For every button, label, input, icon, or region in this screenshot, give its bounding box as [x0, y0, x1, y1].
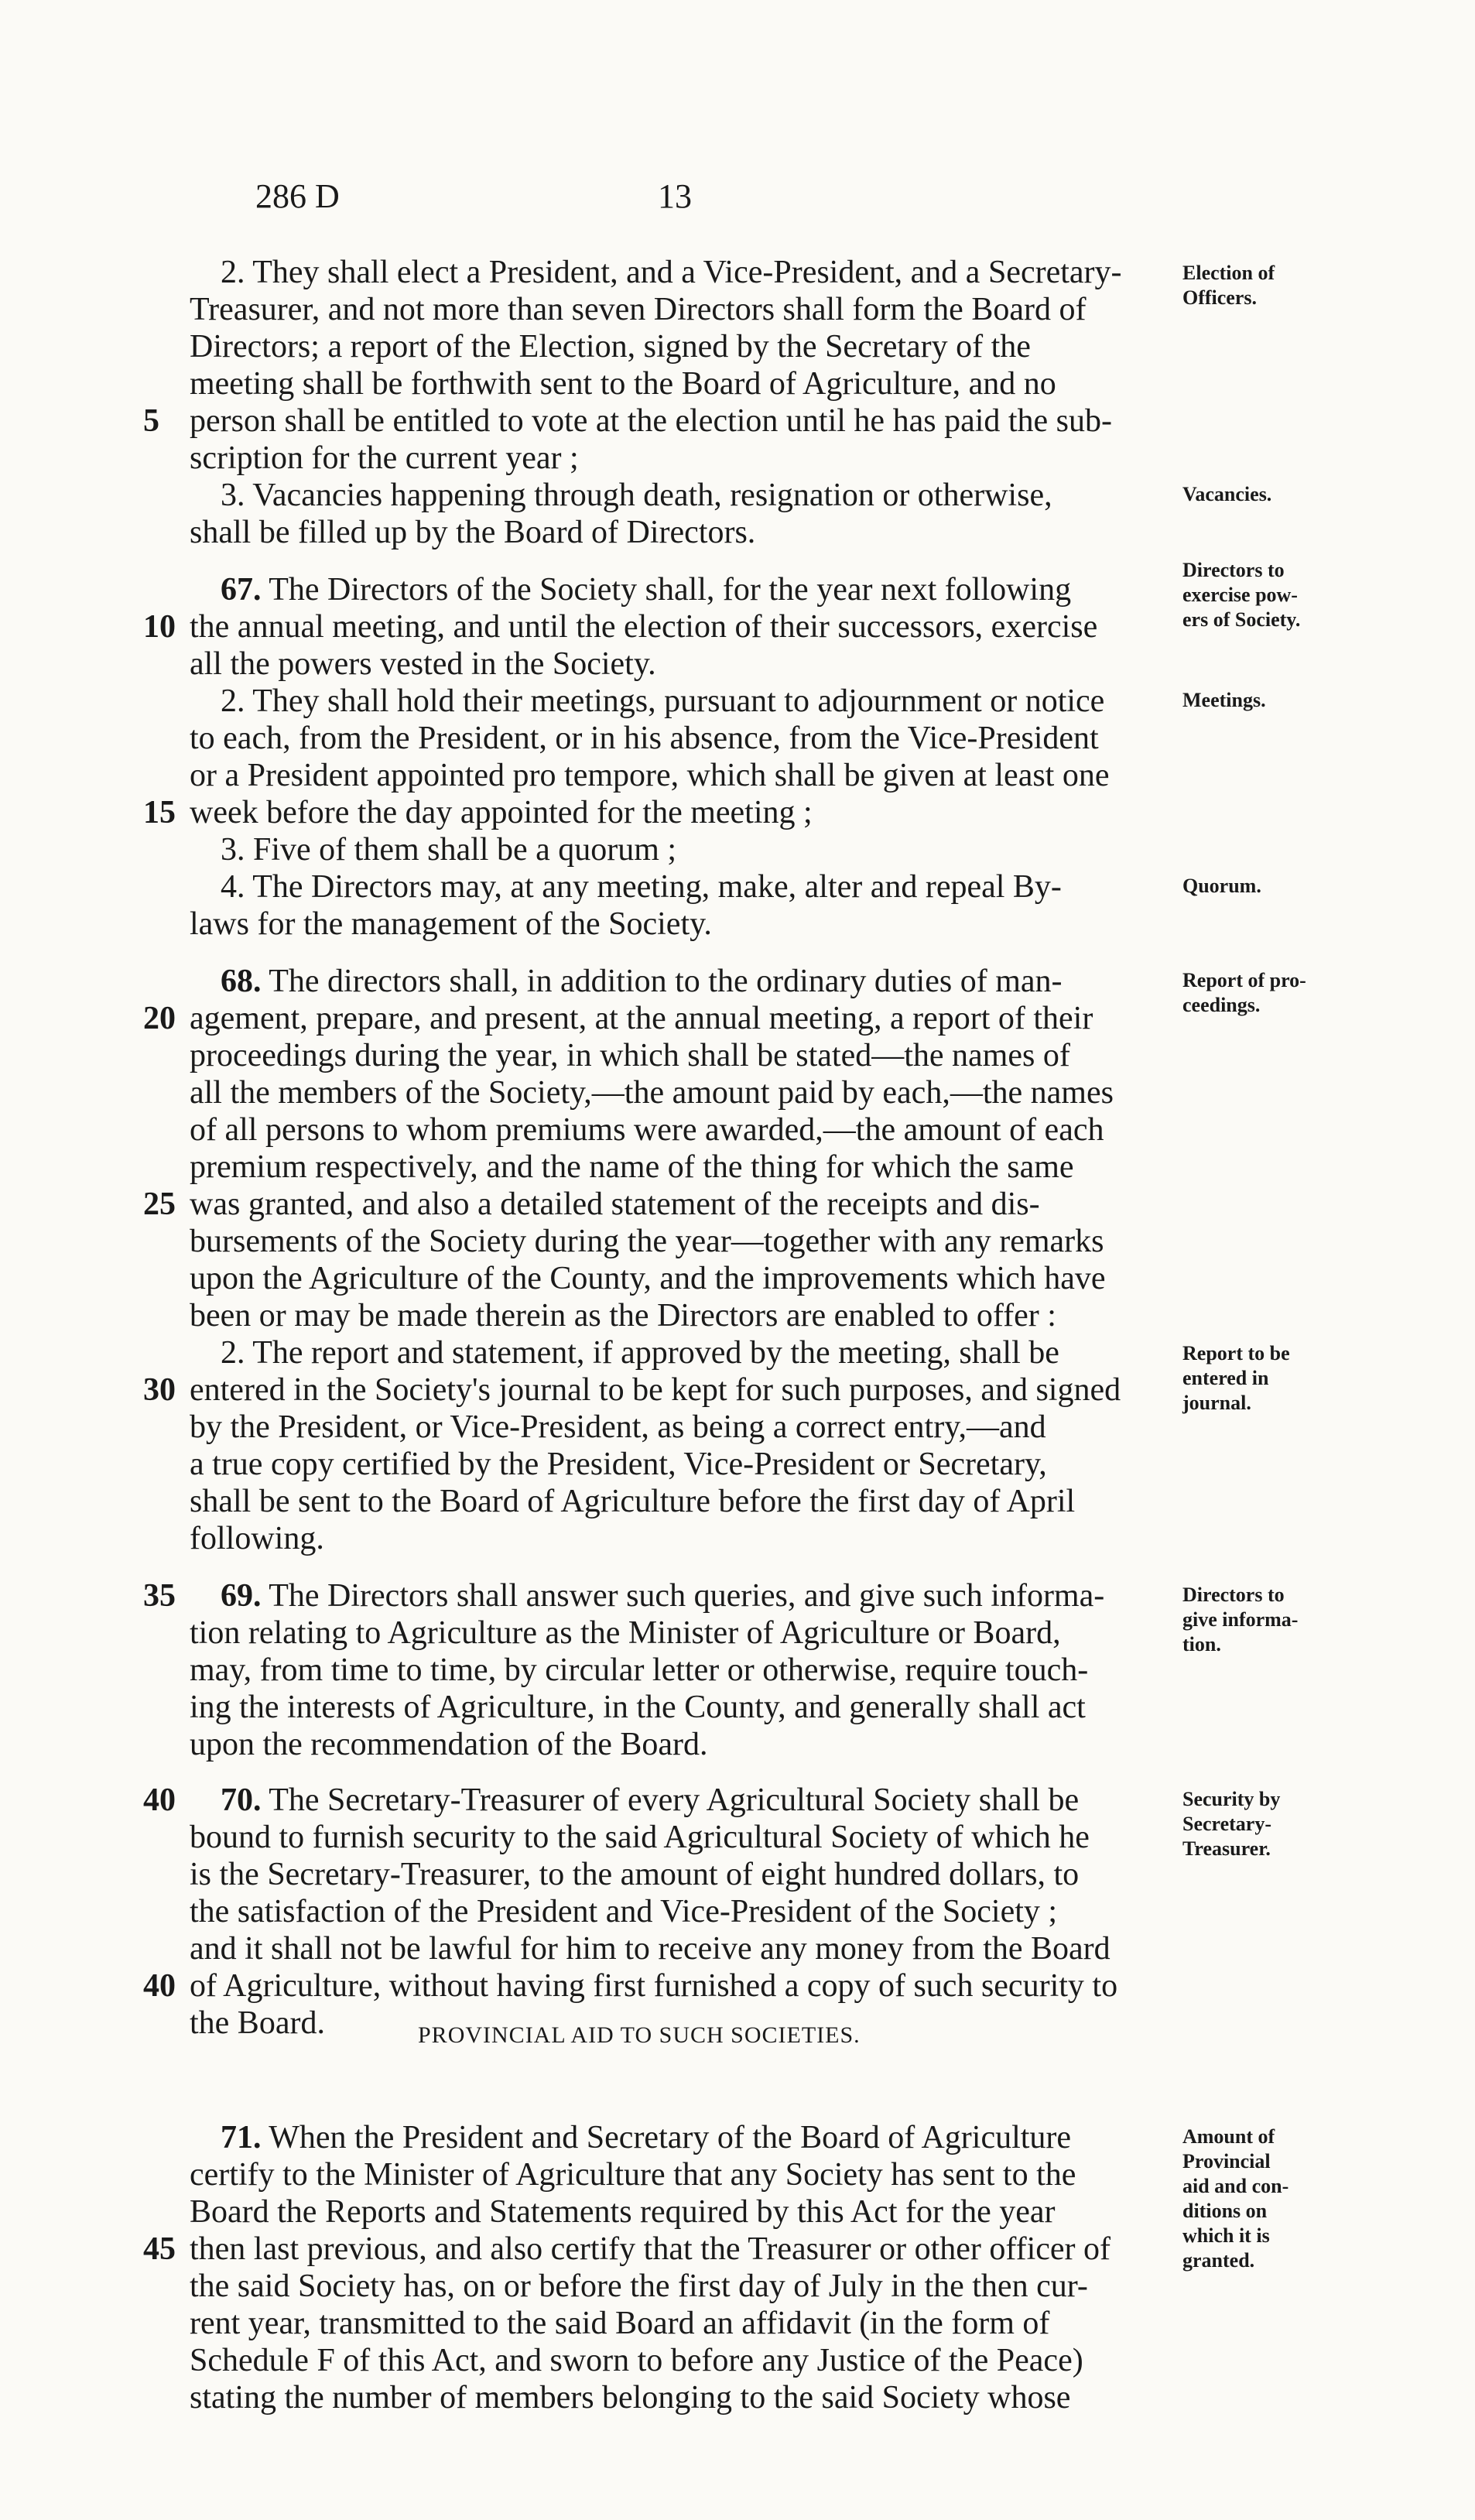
- margin-note: ers of Society.: [1182, 608, 1301, 631]
- body-line: been or may be made therein as the Directors are enabled to offer :: [190, 1298, 1056, 1334]
- margin-note: Secretary-: [1182, 1813, 1272, 1835]
- body-line: week before the day appointed for the meeting ;: [190, 795, 813, 830]
- line-number: 5: [143, 403, 159, 439]
- body-line: the satisfaction of the President and Vice-President of the Society ;: [190, 1894, 1058, 1929]
- section-number: 68.: [221, 964, 262, 999]
- body-line: all the powers vested in the Society.: [190, 646, 656, 682]
- line-number: 35: [143, 1578, 176, 1614]
- body-line: proceedings during the year, in which shall be stated—the names of: [190, 1038, 1070, 1073]
- body-line: and it shall not be lawful for him to receive any money from the Board: [190, 1931, 1111, 1967]
- body-line: to each, from the President, or in his absence, from the Vice-President: [190, 721, 1099, 756]
- body-line: entered in the Society's journal to be kept for such purposes, and signed: [190, 1372, 1121, 1408]
- margin-note: Vacancies.: [1182, 483, 1272, 505]
- body-line: then last previous, and also certify that the Treasurer or other officer of: [190, 2231, 1111, 2267]
- section-text: The Directors shall answer such queries, and give such informa-: [269, 1578, 1105, 1614]
- body-line: the said Society has, on or before the first day of July in the then cur-: [190, 2268, 1088, 2304]
- body-line: 3. Five of them shall be a quorum ;: [221, 832, 677, 868]
- margin-note: ditions on: [1182, 2200, 1268, 2222]
- section-number: 67.: [221, 572, 262, 608]
- section-number: 69.: [221, 1578, 262, 1614]
- margin-note: aid and con-: [1182, 2175, 1289, 2197]
- section-line: [221, 571, 1071, 608]
- body-line: shall be filled up by the Board of Directors.: [190, 515, 756, 550]
- margin-note: journal.: [1182, 1392, 1251, 1414]
- body-line: 2. They shall hold their meetings, pursuant to adjournment or notice: [221, 683, 1105, 719]
- body-line: 3. Vacancies happening through death, resignation or otherwise,: [221, 478, 1052, 513]
- section-text: The Secretary-Treasurer of every Agricultural Society shall be: [269, 1782, 1080, 1818]
- margin-note: Treasurer.: [1182, 1837, 1271, 1860]
- body-line: bound to furnish security to the said Agricultural Society of which he: [190, 1820, 1090, 1855]
- body-line: may, from time to time, by circular letter or otherwise, require touch-: [190, 1652, 1089, 1688]
- margin-note: ceedings.: [1182, 994, 1261, 1016]
- section-line: [221, 1782, 1079, 1819]
- line-number: 40: [143, 1968, 176, 2004]
- body-line: Board the Reports and Statements required by this Act for the year: [190, 2194, 1056, 2230]
- section-heading: PROVINCIAL AID TO SUCH SOCIETIES.: [418, 2022, 861, 2048]
- margin-note: Security by: [1182, 1788, 1281, 1810]
- margin-note: Amount of: [1182, 2125, 1275, 2148]
- margin-note: Officers.: [1182, 286, 1258, 309]
- margin-note: exercise pow-: [1182, 584, 1298, 606]
- line-number: 20: [143, 1001, 176, 1036]
- body-line: by the President, or Vice-President, as being a correct entry,—and: [190, 1409, 1046, 1445]
- body-line: Schedule F of this Act, and sworn to before any Justice of the Peace): [190, 2343, 1083, 2378]
- body-line: laws for the management of the Society.: [190, 906, 712, 942]
- line-number: 40: [143, 1782, 176, 1818]
- margin-note: Quorum.: [1182, 875, 1261, 897]
- body-line: bursements of the Society during the year—together with any remarks: [190, 1224, 1104, 1259]
- line-number: 10: [143, 609, 176, 645]
- margin-note: Directors to: [1182, 559, 1285, 581]
- body-line: was granted, and also a detailed statement of the receipts and dis-: [190, 1186, 1040, 1222]
- margin-note: Election of: [1182, 262, 1275, 284]
- section-line: [221, 963, 1063, 1000]
- margin-note: Provincial: [1182, 2150, 1271, 2172]
- section-number: 70.: [221, 1782, 262, 1818]
- margin-note: Meetings.: [1182, 689, 1266, 711]
- margin-note: which it is: [1182, 2224, 1270, 2247]
- body-line: the annual meeting, and until the election of their successors, exercise: [190, 609, 1098, 645]
- body-line: upon the Agriculture of the County, and the improvements which have: [190, 1261, 1106, 1296]
- body-line: certify to the Minister of Agriculture that any Society has sent to the: [190, 2157, 1076, 2193]
- line-number: 45: [143, 2231, 176, 2267]
- body-line: premium respectively, and the name of the thing for which the same: [190, 1149, 1074, 1185]
- body-line: 2. The report and statement, if approved by the meeting, shall be: [221, 1335, 1059, 1371]
- section-text: When the President and Secretary of the Board of Agriculture: [269, 2120, 1072, 2155]
- body-line: scription for the current year ;: [190, 440, 579, 476]
- body-line: upon the recommendation of the Board.: [190, 1727, 708, 1762]
- body-line: Directors; a report of the Election, signed by the Secretary of the: [190, 329, 1031, 365]
- body-line: stating the number of members belonging to the said Society whose: [190, 2380, 1071, 2416]
- body-line: 2. They shall elect a President, and a Vice-President, and a Secretary-: [221, 255, 1122, 290]
- section-text: The Directors of the Society shall, for the year next following: [269, 572, 1072, 608]
- body-line: tion relating to Agriculture as the Minister of Agriculture or Board,: [190, 1615, 1061, 1651]
- margin-note: Directors to: [1182, 1584, 1285, 1606]
- line-number: 30: [143, 1372, 176, 1408]
- body-line: Treasurer, and not more than seven Directors shall form the Board of: [190, 292, 1087, 327]
- body-line: of all persons to whom premiums were awarded,—the amount of each: [190, 1112, 1104, 1148]
- margin-note: Report to be: [1182, 1342, 1290, 1364]
- margin-note: Report of pro-: [1182, 969, 1306, 991]
- body-line: all the members of the Society,—the amount paid by each,—the names: [190, 1075, 1114, 1111]
- section-text: The directors shall, in addition to the ordinary duties of man-: [269, 964, 1063, 999]
- page-ref: 286 D: [255, 177, 340, 215]
- line-number: 25: [143, 1186, 176, 1222]
- section-line: [221, 2119, 1071, 2156]
- body-line: is the Secretary-Treasurer, to the amount of eight hundred dollars, to: [190, 1857, 1080, 1892]
- body-line: the Board.: [190, 2005, 325, 2041]
- body-line: a true copy certified by the President, Vice-President or Secretary,: [190, 1447, 1047, 1482]
- body-line: shall be sent to the Board of Agriculture before the first day of April: [190, 1484, 1076, 1519]
- body-line: 4. The Directors may, at any meeting, make, alter and repeal By-: [221, 869, 1062, 905]
- body-line: following.: [190, 1521, 324, 1556]
- body-line: person shall be entitled to vote at the election until he has paid the sub-: [190, 403, 1113, 439]
- margin-note: granted.: [1182, 2249, 1255, 2272]
- body-line: of Agriculture, without having first furnished a copy of such security to: [190, 1968, 1118, 2004]
- body-line: rent year, transmitted to the said Board an affidavit (in the form of: [190, 2306, 1050, 2341]
- page-number: 13: [658, 177, 692, 215]
- margin-note: entered in: [1182, 1367, 1269, 1389]
- body-line: meeting shall be forthwith sent to the Board of Agriculture, and no: [190, 366, 1056, 402]
- body-line: agement, prepare, and present, at the annual meeting, a report of their: [190, 1001, 1093, 1036]
- margin-note: give informa-: [1182, 1608, 1299, 1631]
- line-number: 15: [143, 795, 176, 830]
- body-line: or a President appointed pro tempore, which shall be given at least one: [190, 758, 1110, 793]
- section-number: 71.: [221, 2120, 262, 2155]
- body-line: ing the interests of Agriculture, in the County, and generally shall act: [190, 1690, 1086, 1725]
- section-line: [221, 1577, 1104, 1614]
- margin-note: tion.: [1182, 1633, 1221, 1655]
